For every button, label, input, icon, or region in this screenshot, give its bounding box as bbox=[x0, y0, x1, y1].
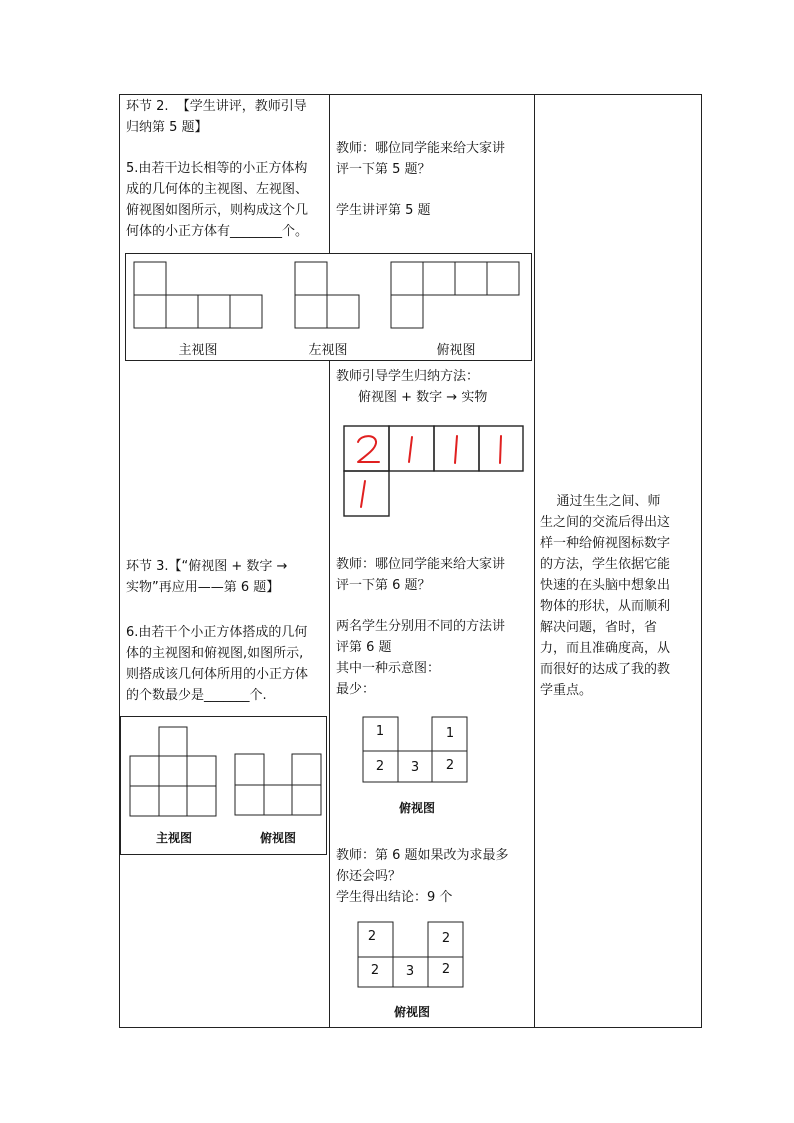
handwritten-top-view bbox=[343, 425, 525, 520]
q6-front-view-caption: 主视图 bbox=[155, 831, 192, 845]
question6-text: 6.由若干个小正方体搭成的几何 体的主视图和俯视图,如图所示, 则搭成该几何体所用的小正方体 的个数最少是_______个. bbox=[126, 625, 309, 703]
student-review5: 学生讲评第 5 题 bbox=[336, 203, 431, 218]
method-formula: 俯视图 + 数字 → 实物 bbox=[358, 390, 488, 405]
teacher-question5: 教师：哪位同学能来给大家讲 评一下第 5 题？ bbox=[336, 141, 506, 177]
max-cell-number: 2 bbox=[441, 931, 451, 946]
students-review6: 两名学生分别用不同的方法讲 评第 6 题 其中一种示意图： 最少： bbox=[336, 619, 506, 697]
table-border-bottom bbox=[119, 1027, 702, 1028]
section2-title: 环节 2. 【学生讲评，教师引导 归纳第 5 题】 bbox=[126, 99, 307, 135]
table-border-right bbox=[701, 94, 702, 1028]
digit-1-stroke-b bbox=[455, 436, 457, 463]
min-cell-number: 2 bbox=[375, 759, 385, 774]
teacher-max-question: 教师：第 6 题如果改为求最多 你还会吗？ 学生得出结论：9 个 bbox=[336, 848, 509, 905]
digit-2-stroke bbox=[358, 436, 379, 462]
min-cell-number: 1 bbox=[375, 724, 385, 739]
teacher-question6: 教师：哪位同学能来给大家讲 评一下第 6 题？ bbox=[336, 557, 506, 593]
max-cell-number: 2 bbox=[441, 962, 451, 977]
design-reflection: 通过生生之间、师 生之间的交流后得出这 样一种给俯视图标数字 的方法，学生依据它能 快速的在头脑中想象出 物体的形状，从而顺利 解决问题，省时，省 力，而且准确度高，从 而很好的达成了我的教 学重点。 bbox=[540, 494, 671, 698]
method-intro: 教师引导学生归纳方法： bbox=[336, 369, 480, 384]
table-border-top bbox=[119, 94, 702, 95]
handwritten-grid bbox=[343, 425, 525, 520]
digit-1-stroke-d bbox=[361, 481, 365, 507]
min-top-view bbox=[362, 716, 472, 816]
max-cell-number: 3 bbox=[405, 964, 415, 979]
max-cell-number: 2 bbox=[370, 963, 380, 978]
digit-1-stroke-c bbox=[500, 436, 501, 463]
question5-figure bbox=[125, 253, 532, 361]
table-divider-col3 bbox=[534, 94, 535, 1028]
section3-title: 环节 3.【“俯视图 + 数字 → 实物”再应用——第 6 题】 bbox=[126, 559, 288, 595]
max-grid-caption: 俯视图 bbox=[393, 1005, 430, 1019]
left-view-caption: 左视图 bbox=[308, 343, 348, 358]
question6-figure bbox=[120, 716, 327, 855]
question5-text: 5.由若干边长相等的小正方体构 成的几何体的主视图、左视图、 俯视图如图所示，则构成这个几 何体的小正方体有________个。 bbox=[126, 161, 309, 239]
min-cell-number: 2 bbox=[445, 758, 455, 773]
min-cell-number: 3 bbox=[410, 760, 420, 775]
q6-top-view-caption: 俯视图 bbox=[259, 831, 296, 845]
table-border-left bbox=[119, 94, 120, 1028]
max-top-view bbox=[357, 921, 467, 1021]
min-cell-number: 1 bbox=[445, 726, 455, 741]
max-cell-number: 2 bbox=[367, 929, 377, 944]
top-view-caption: 俯视图 bbox=[436, 343, 476, 358]
min-grid-caption: 俯视图 bbox=[398, 801, 435, 815]
table-divider-col2 bbox=[329, 94, 330, 1028]
front-view-caption: 主视图 bbox=[178, 343, 218, 358]
digit-1-stroke-a bbox=[409, 437, 412, 462]
